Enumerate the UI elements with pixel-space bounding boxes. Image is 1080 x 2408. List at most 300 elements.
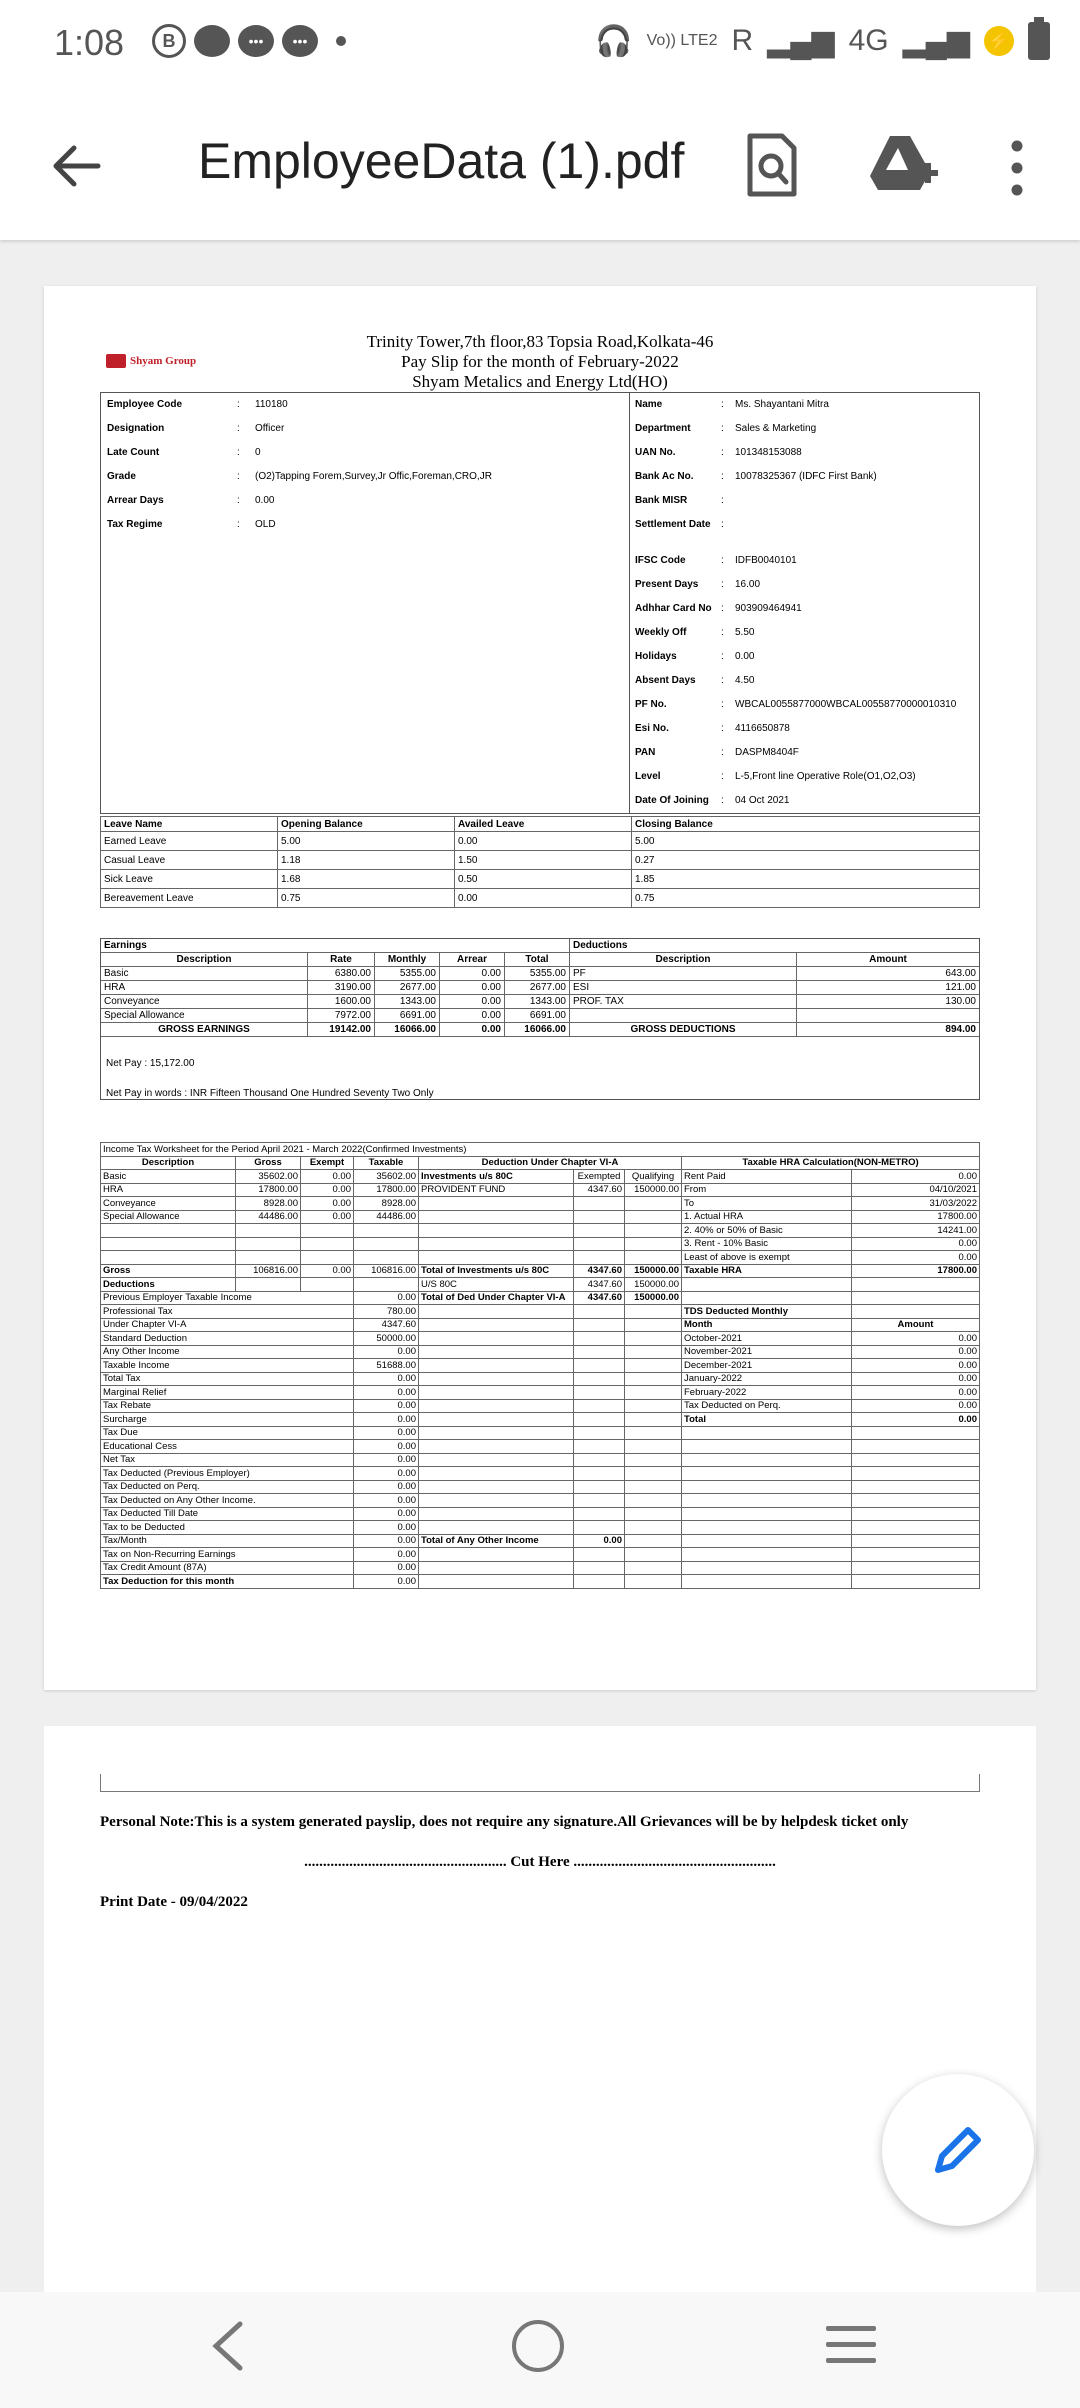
tax-cell: U/S 80C [419, 1278, 574, 1292]
tax-cell: 3. Rent - 10% Basic [682, 1237, 852, 1251]
tax-cell: Tax Credit Amount (87A) [101, 1561, 354, 1575]
tax-cell: 17800.00 [354, 1183, 419, 1197]
tax-cell [682, 1494, 852, 1508]
info-row: Holidays : 0.00 [635, 651, 755, 662]
tax-cell [574, 1237, 625, 1251]
tax-row [101, 1359, 980, 1373]
tax-cell: Taxable Income [101, 1359, 354, 1373]
tax-row [101, 1575, 980, 1589]
earning-cell: 130.00 [797, 995, 980, 1009]
tax-cell: Basic [101, 1170, 236, 1184]
leave-cell: 1.18 [278, 851, 455, 870]
tax-cell: 0.00 [354, 1291, 419, 1305]
info-row: PF No. : WBCAL0055877000WBCAL00558770000010310 [635, 699, 957, 710]
earn-header: Rate [308, 953, 375, 967]
tax-row [101, 1345, 980, 1359]
tax-cell [301, 1251, 354, 1265]
tax-cell [682, 1440, 852, 1454]
tax-cell [419, 1224, 574, 1238]
tax-cell: Least of above is exempt [682, 1251, 852, 1265]
info-label: Level [635, 771, 661, 782]
tax-cell: Total Tax [101, 1372, 354, 1386]
tax-cell: 150000.00 [625, 1264, 682, 1278]
tax-cell [419, 1440, 574, 1454]
earning-cell [570, 1009, 797, 1023]
info-value: 110180 [255, 399, 288, 410]
pdf-page-1 [44, 286, 1036, 1690]
earning-cell: 3190.00 [308, 981, 375, 995]
info-label: Bank MISR [635, 495, 688, 506]
tax-cell [625, 1426, 682, 1440]
tax-cell [419, 1359, 574, 1373]
info-value: 16.00 [735, 579, 761, 590]
tax-cell: 2. 40% or 50% of Basic [682, 1224, 852, 1238]
tax-cell [625, 1372, 682, 1386]
leave-row [101, 870, 980, 889]
tax-cell [419, 1548, 574, 1562]
tax-cell: PROVIDENT FUND [419, 1183, 574, 1197]
back-arrow-icon[interactable] [48, 138, 104, 194]
tax-cell: 0.00 [301, 1264, 354, 1278]
notification-icons [152, 24, 346, 58]
tax-cell [682, 1534, 852, 1548]
info-label: Employee Code [107, 399, 183, 410]
tax-cell [574, 1224, 625, 1238]
earn-header: Monthly [375, 953, 440, 967]
tax-cell [574, 1575, 625, 1589]
tax-cell: Conveyance [101, 1197, 236, 1211]
status-bar [0, 0, 1080, 88]
print-date: Print Date - 09/04/2022 [100, 1894, 248, 1910]
tax-cell [419, 1413, 574, 1427]
info-value: OLD [255, 519, 276, 530]
ded-header: Amount [797, 953, 980, 967]
info-label: Designation [107, 423, 165, 434]
tax-row [101, 1197, 980, 1211]
tax-cell [625, 1453, 682, 1467]
earning-cell: 1343.00 [375, 995, 440, 1009]
tax-cell [625, 1359, 682, 1373]
tax-row [101, 1440, 980, 1454]
tax-cell: 0.00 [354, 1480, 419, 1494]
tax-row [101, 1332, 980, 1346]
earning-row [101, 1009, 980, 1023]
tax-cell [852, 1548, 980, 1562]
tax-cell [419, 1480, 574, 1494]
employee-info-box [100, 392, 980, 814]
info-value: 10078325367 (IDFC First Bank) [735, 471, 877, 482]
earning-cell: 5355.00 [375, 967, 440, 981]
info-label: Esi No. [635, 723, 669, 734]
tax-cell: Tax Due [101, 1426, 354, 1440]
leave-cell: 0.50 [455, 870, 632, 889]
roaming-indicator: R [731, 24, 754, 57]
tax-cell [574, 1561, 625, 1575]
tax-cell [419, 1210, 574, 1224]
tax-cell [682, 1575, 852, 1589]
tax-cell [101, 1251, 236, 1265]
tax-row [101, 1291, 980, 1305]
tax-cell [625, 1251, 682, 1265]
add-to-drive-icon[interactable] [868, 132, 938, 198]
info-row: Bank MISR : [635, 495, 724, 506]
more-notifications-dot-icon [336, 36, 346, 46]
status-time: 1:08 [54, 22, 125, 63]
signal-icon-2: ▂▄▆ [902, 24, 970, 58]
tax-cell [574, 1197, 625, 1211]
tax-cell: Professional Tax [101, 1305, 354, 1319]
info-row: Settlement Date : [635, 519, 724, 530]
info-row: Weekly Off : 5.50 [635, 627, 755, 638]
tax-row [101, 1480, 980, 1494]
info-label: Weekly Off [635, 627, 687, 638]
tax-cell [625, 1561, 682, 1575]
gross-cell: 16066.00 [505, 1023, 570, 1037]
tax-cell: HRA [101, 1183, 236, 1197]
tax-cell [852, 1494, 980, 1508]
info-label: IFSC Code [635, 555, 686, 566]
tax-cell [625, 1345, 682, 1359]
tax-cell: 0.00 [354, 1345, 419, 1359]
tax-cell [682, 1561, 852, 1575]
earning-cell: 0.00 [440, 1009, 505, 1023]
gross-cell: 0.00 [440, 1023, 505, 1037]
tax-cell [625, 1224, 682, 1238]
tax-row [101, 1251, 980, 1265]
tax-cell [574, 1399, 625, 1413]
earnings-deductions-table [100, 938, 980, 1095]
tax-cell: 35602.00 [354, 1170, 419, 1184]
tax-cell: Standard Deduction [101, 1332, 354, 1346]
earning-cell: 1343.00 [505, 995, 570, 1009]
tax-cell [419, 1521, 574, 1535]
system-icons [595, 22, 1050, 60]
tax-cell: Net Tax [101, 1453, 354, 1467]
earning-row [101, 995, 980, 1009]
tax-cell [682, 1480, 852, 1494]
leave-row [101, 889, 980, 908]
leave-cell: 0.75 [278, 889, 455, 908]
tax-cell: 4347.60 [574, 1183, 625, 1197]
earn-header: Total [505, 953, 570, 967]
tax-row [101, 1453, 980, 1467]
earning-cell: 7972.00 [308, 1009, 375, 1023]
pdf-page-2 [44, 1726, 1036, 2306]
tax-cell: 0.00 [852, 1413, 980, 1427]
tax-cell [301, 1278, 354, 1292]
tax-cell: Educational Cess [101, 1440, 354, 1454]
tax-cell [419, 1494, 574, 1508]
tax-cell [625, 1534, 682, 1548]
nav-back-icon[interactable] [208, 2320, 248, 2372]
tax-cell [354, 1278, 419, 1292]
info-value: DASPM8404F [735, 747, 799, 758]
document-title: EmployeeData (1).pdf [198, 133, 685, 189]
tax-row [101, 1278, 980, 1292]
earning-cell [797, 1009, 980, 1023]
info-value: Sales & Marketing [735, 423, 817, 434]
tax-cell [852, 1575, 980, 1589]
tax-cell [625, 1440, 682, 1454]
ded-header: Description [570, 953, 797, 967]
tax-cell [354, 1237, 419, 1251]
chat-icon-2: ••• [282, 25, 318, 57]
tax-cell: 0.00 [574, 1534, 625, 1548]
tax-cell: 0.00 [852, 1399, 980, 1413]
tax-cell [354, 1224, 419, 1238]
tax-cell: Exempted [574, 1170, 625, 1184]
tax-cell: 4347.60 [574, 1264, 625, 1278]
tax-cell [852, 1534, 980, 1548]
tax-cell: Tax Deducted on Perq. [682, 1399, 852, 1413]
tax-cell: 1. Actual HRA [682, 1210, 852, 1224]
tax-cell [574, 1386, 625, 1400]
battery-saver-icon: ⚡ [984, 26, 1014, 56]
info-value: 4.50 [735, 675, 755, 686]
info-row: Arrear Days : 0.00 [107, 495, 275, 506]
tax-row [101, 1318, 980, 1332]
leave-header: Opening Balance [278, 817, 455, 832]
info-label: Date Of Joining [635, 795, 709, 806]
tax-cell [574, 1548, 625, 1562]
leave-cell: Earned Leave [101, 832, 278, 851]
tax-cell: Description [101, 1156, 236, 1170]
signal-icon: ▂▄▆ [767, 24, 835, 58]
headset-icon: 🎧 [595, 24, 633, 58]
tax-cell: Total [682, 1413, 852, 1427]
tax-cell [574, 1521, 625, 1535]
tax-cell [682, 1467, 852, 1481]
tax-cell: Previous Employer Taxable Income [101, 1291, 354, 1305]
tax-cell: 0.00 [354, 1534, 419, 1548]
leave-cell: Bereavement Leave [101, 889, 278, 908]
tax-row [101, 1413, 980, 1427]
tax-cell [852, 1426, 980, 1440]
nav-recents-icon[interactable] [826, 2326, 876, 2374]
tax-row [101, 1534, 980, 1548]
earning-cell: 1600.00 [308, 995, 375, 1009]
info-row: Name : Ms. Shayantani Mitra [635, 399, 829, 410]
tax-cell [574, 1251, 625, 1265]
info-label: Absent Days [635, 675, 696, 686]
tax-cell: 4347.60 [354, 1318, 419, 1332]
tax-cell [625, 1237, 682, 1251]
tax-cell: 0.00 [354, 1548, 419, 1562]
tax-cell [625, 1467, 682, 1481]
tax-cell [574, 1413, 625, 1427]
tax-cell: Investments u/s 80C [419, 1170, 574, 1184]
b-notification-icon: B [152, 24, 186, 58]
info-label: Settlement Date [635, 519, 711, 530]
gross-cell: 19142.00 [308, 1023, 375, 1037]
info-label: Department [635, 423, 691, 434]
nav-home-icon[interactable] [512, 2320, 564, 2372]
info-row: Date Of Joining : 04 Oct 2021 [635, 795, 790, 806]
tax-cell: To [682, 1197, 852, 1211]
tax-cell [419, 1345, 574, 1359]
tax-cell: Surcharge [101, 1413, 354, 1427]
tax-cell: Gross [101, 1264, 236, 1278]
info-label: PAN [635, 747, 656, 758]
info-value: 101348153088 [735, 447, 802, 458]
tax-cell: Total of Any Other Income [419, 1534, 574, 1548]
info-row: Employee Code : 110180 [107, 399, 288, 410]
tax-cell: 14241.00 [852, 1224, 980, 1238]
earning-cell: Conveyance [101, 995, 308, 1009]
leave-row [101, 851, 980, 870]
tax-cell: Tax to be Deducted [101, 1521, 354, 1535]
tax-cell [682, 1453, 852, 1467]
tax-title: Income Tax Worksheet for the Period April 2021 - March 2022(Confirmed Investments) [101, 1143, 980, 1157]
tax-cell: 0.00 [852, 1170, 980, 1184]
info-row: Adhhar Card No : 903909464941 [635, 603, 802, 614]
tax-cell [625, 1318, 682, 1332]
tax-cell: 0.00 [354, 1426, 419, 1440]
tax-cell: Gross [236, 1156, 301, 1170]
info-row: Level : L-5,Front line Operative Role(O1,O2,O3) [635, 771, 916, 782]
tax-cell [101, 1237, 236, 1251]
tax-cell: 44486.00 [236, 1210, 301, 1224]
tax-cell [419, 1467, 574, 1481]
edit-fab-button[interactable] [882, 2074, 1034, 2226]
income-tax-worksheet [100, 1142, 980, 1589]
info-row: Late Count : 0 [107, 447, 261, 458]
info-value: WBCAL0055877000WBCAL00558770000010310 [735, 699, 957, 710]
tax-cell [625, 1480, 682, 1494]
tax-cell [852, 1561, 980, 1575]
tax-row [101, 1467, 980, 1481]
tax-cell [574, 1467, 625, 1481]
tax-cell: Tax Deducted on Perq. [101, 1480, 354, 1494]
tax-cell: Tax Deducted Till Date [101, 1507, 354, 1521]
info-row: Absent Days : 4.50 [635, 675, 755, 686]
tax-row [101, 1224, 980, 1238]
tax-cell [852, 1480, 980, 1494]
gross-row [101, 1023, 980, 1037]
leave-cell: Casual Leave [101, 851, 278, 870]
tax-cell [625, 1548, 682, 1562]
tax-cell [682, 1291, 852, 1305]
leave-cell: 1.50 [455, 851, 632, 870]
leave-cell: 0.00 [455, 889, 632, 908]
tax-cell [419, 1453, 574, 1467]
tax-cell [236, 1278, 301, 1292]
tax-cell: 44486.00 [354, 1210, 419, 1224]
tax-cell [301, 1224, 354, 1238]
info-row: UAN No. : 101348153088 [635, 447, 802, 458]
leave-cell: 0.27 [632, 851, 980, 870]
logo-text: Shyam Group [130, 355, 197, 367]
info-value: L-5,Front line Operative Role(O1,O2,O3) [735, 771, 916, 782]
search-in-document-icon[interactable] [744, 132, 800, 198]
tax-cell: October-2021 [682, 1332, 852, 1346]
tax-cell [419, 1197, 574, 1211]
info-label: UAN No. [635, 447, 676, 458]
tax-cell [682, 1548, 852, 1562]
tax-cell [852, 1507, 980, 1521]
info-value: 5.50 [735, 627, 755, 638]
tax-cell [852, 1453, 980, 1467]
tax-cell: 150000.00 [625, 1183, 682, 1197]
info-row: Esi No. : 4116650878 [635, 723, 790, 734]
more-options-icon[interactable] [1004, 140, 1030, 196]
tax-row [101, 1426, 980, 1440]
tax-cell: 0.00 [354, 1440, 419, 1454]
tax-cell [574, 1332, 625, 1346]
tax-cell [574, 1440, 625, 1454]
info-label: Present Days [635, 579, 699, 590]
tax-cell [419, 1507, 574, 1521]
tax-cell: 0.00 [354, 1494, 419, 1508]
tax-cell: Tax on Non-Recurring Earnings [101, 1548, 354, 1562]
tax-cell: Taxable [354, 1156, 419, 1170]
tax-cell: 0.00 [354, 1453, 419, 1467]
info-row: IFSC Code : IDFB0040101 [635, 555, 797, 566]
tax-cell: TDS Deducted Monthly [682, 1305, 852, 1319]
tax-cell [852, 1521, 980, 1535]
earning-cell: PROF. TAX [570, 995, 797, 1009]
tax-cell [852, 1467, 980, 1481]
tax-cell: Taxable HRA [682, 1264, 852, 1278]
tax-cell: Month [682, 1318, 852, 1332]
tax-cell: 0.00 [852, 1332, 980, 1346]
earn-header: Arrear [440, 953, 505, 967]
tax-row [101, 1561, 980, 1575]
earning-cell: 6691.00 [375, 1009, 440, 1023]
leave-row [101, 832, 980, 851]
message-icon [194, 25, 230, 57]
tax-cell [852, 1305, 980, 1319]
tax-cell: Amount [852, 1318, 980, 1332]
tax-cell [419, 1251, 574, 1265]
deductions-title: Deductions [570, 939, 980, 953]
leave-cell: 0.00 [455, 832, 632, 851]
tax-cell: February-2022 [682, 1386, 852, 1400]
tax-row [101, 1399, 980, 1413]
info-value: 4116650878 [735, 723, 790, 734]
tax-cell: Any Other Income [101, 1345, 354, 1359]
chat-icon: ••• [238, 25, 274, 57]
tax-cell: 0.00 [301, 1197, 354, 1211]
tax-cell: Tax Deducted on Any Other Income. [101, 1494, 354, 1508]
tax-cell [625, 1332, 682, 1346]
tax-cell [301, 1237, 354, 1251]
tax-cell: 0.00 [852, 1345, 980, 1359]
tax-cell: 8928.00 [354, 1197, 419, 1211]
tax-cell: Under Chapter VI-A [101, 1318, 354, 1332]
tax-cell: 0.00 [354, 1561, 419, 1575]
tax-cell [574, 1210, 625, 1224]
tax-cell: 0.00 [301, 1183, 354, 1197]
earning-cell: 2677.00 [505, 981, 570, 995]
tax-cell: Special Allowance [101, 1210, 236, 1224]
info-row: Designation : Officer [107, 423, 285, 434]
tax-cell [574, 1494, 625, 1508]
tax-cell [852, 1278, 980, 1292]
earning-cell: 0.00 [440, 981, 505, 995]
tax-cell: Taxable HRA Calculation(NON-METRO) [682, 1156, 980, 1170]
info-label: Arrear Days [107, 495, 164, 506]
tax-cell: 0.00 [354, 1467, 419, 1481]
info-value: 903909464941 [735, 603, 802, 614]
tax-cell [574, 1305, 625, 1319]
earning-cell: 643.00 [797, 967, 980, 981]
tax-cell [574, 1359, 625, 1373]
header-address: Trinity Tower,7th floor,83 Topsia Road,Kolkata-46 [366, 332, 714, 351]
tax-cell [682, 1521, 852, 1535]
tax-cell: Deductions [101, 1278, 236, 1292]
leave-header: Closing Balance [632, 817, 980, 832]
